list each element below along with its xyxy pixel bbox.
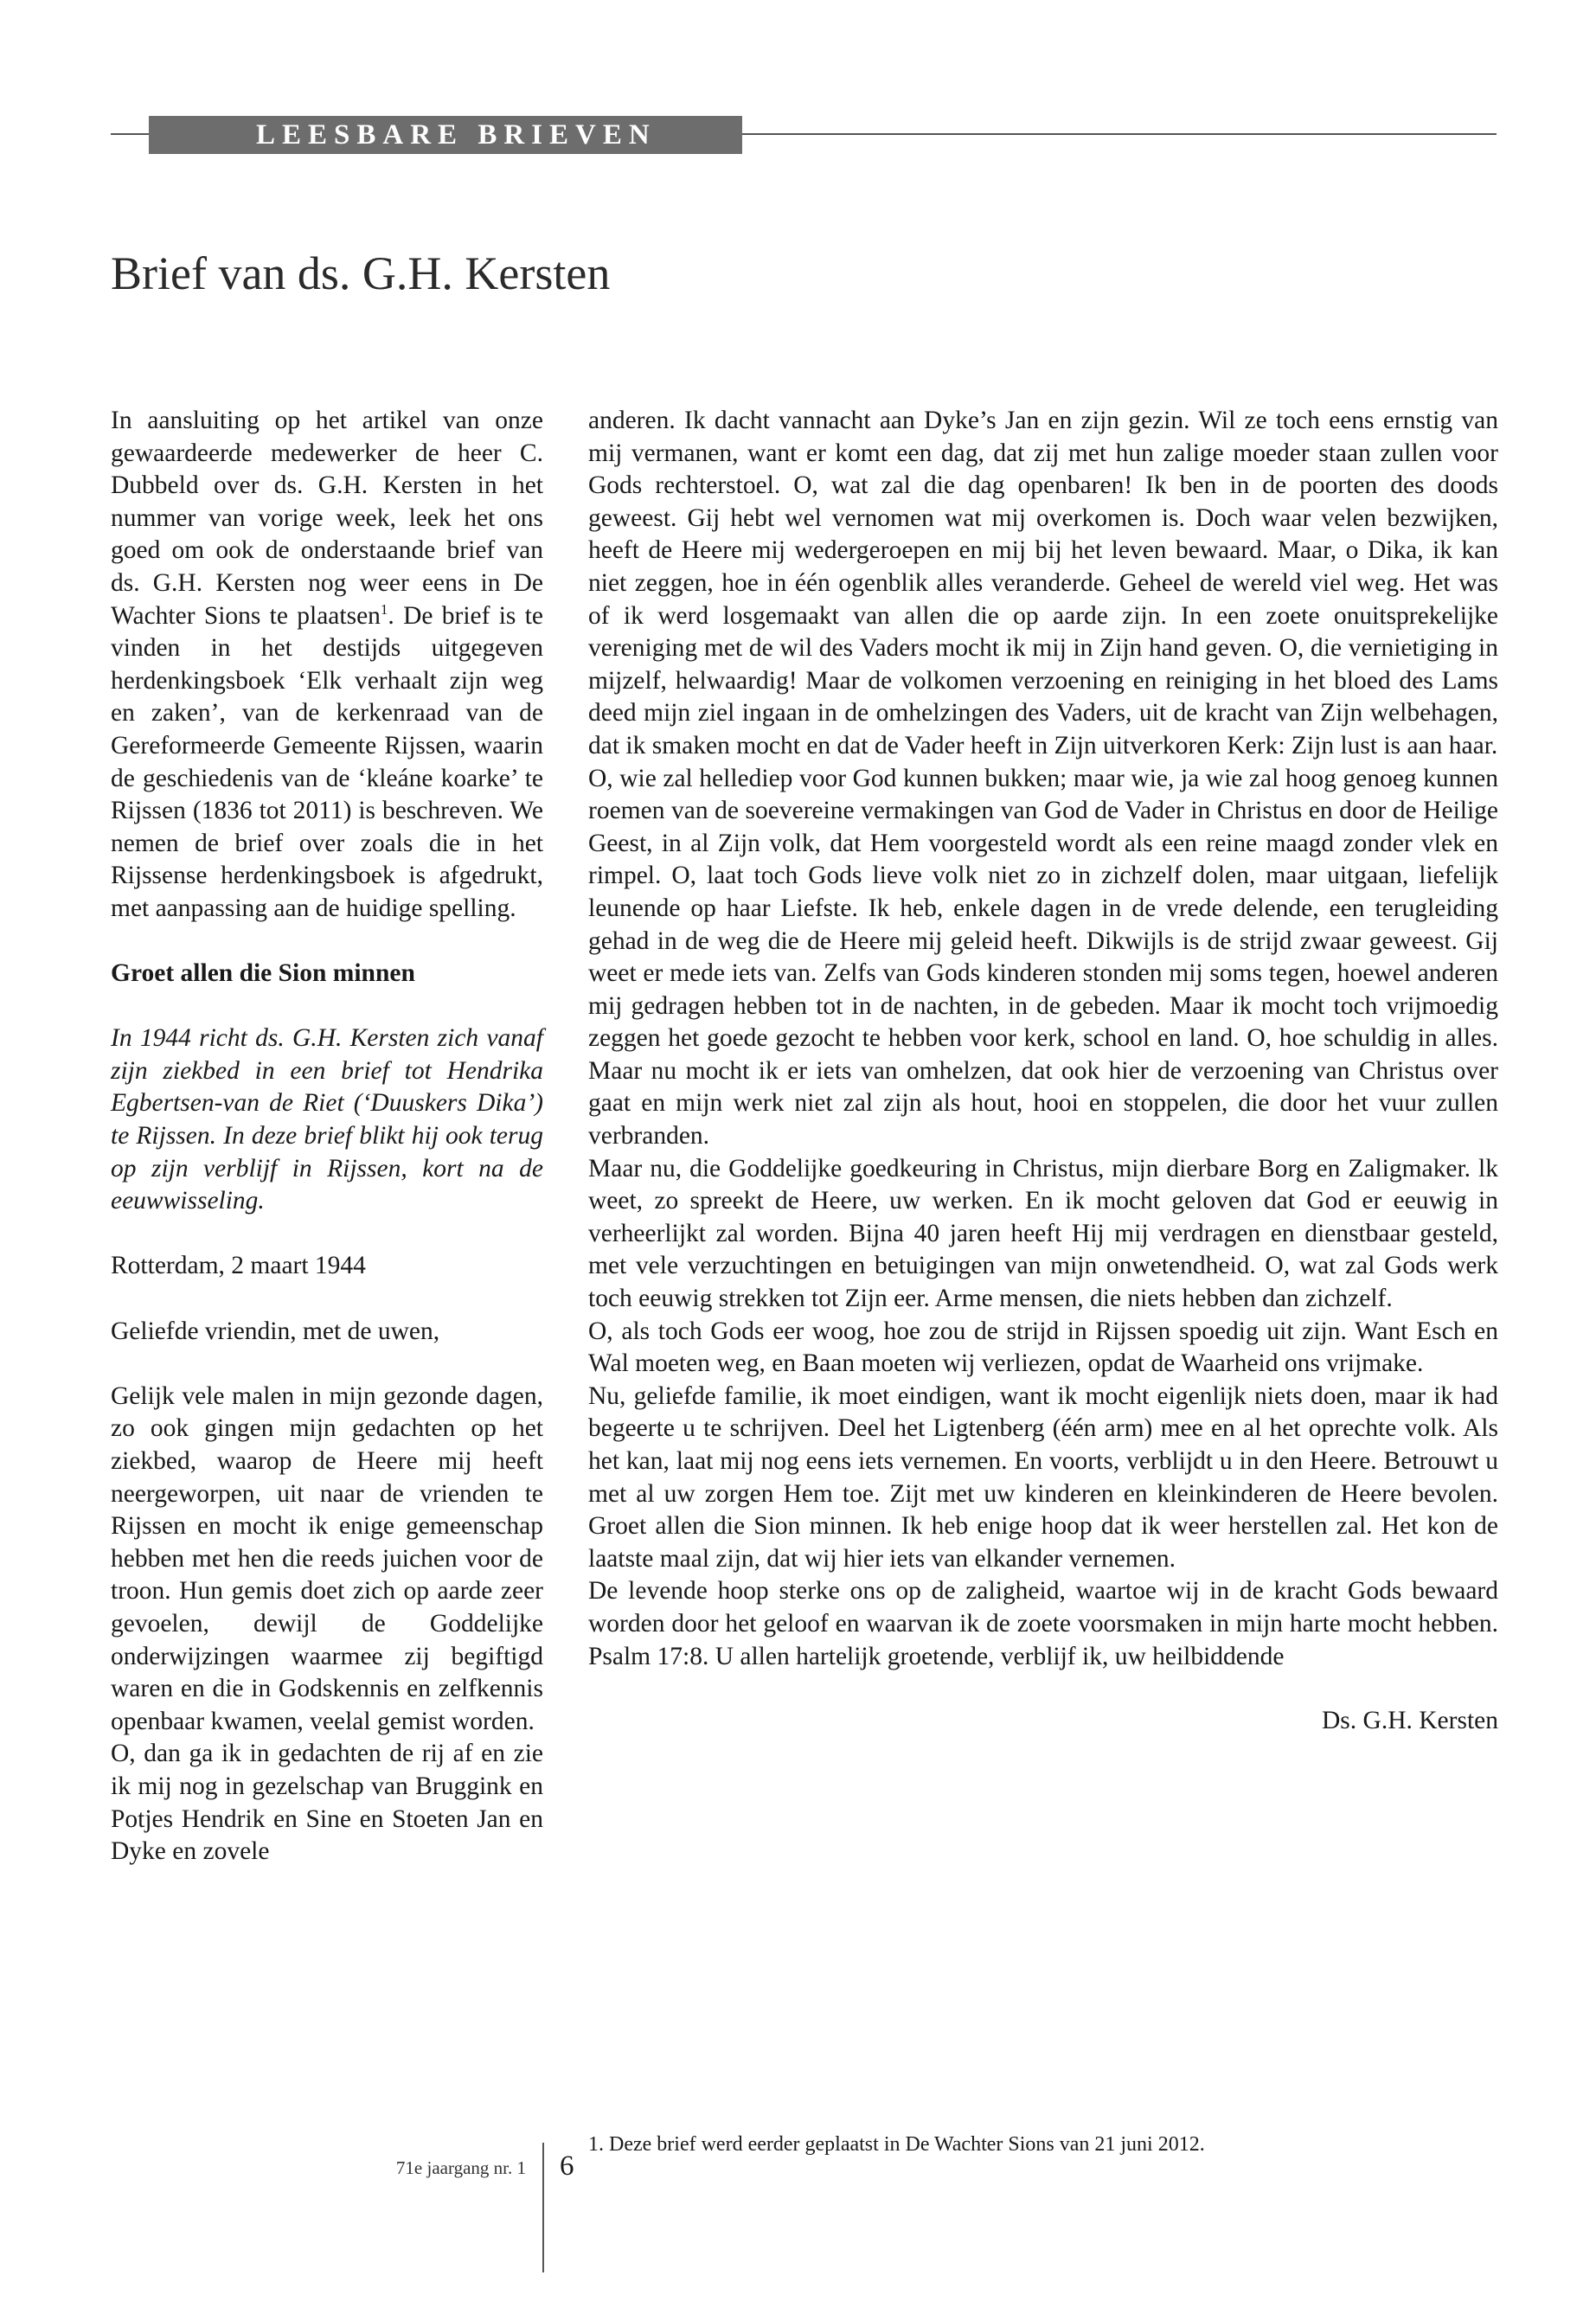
italic-intro: In 1944 richt ds. G.H. Kersten zich vanaf zijn ziekbed in een brief tot Hendrika Egbertsen-van de Riet (‘Duuskers Dika’) te Rijssen. In deze brief blikt hij ook terug op zijn verblijf in Rijssen, kort na de eeuwwisseling.: [111, 1024, 543, 1215]
section-banner: LEESBARE BRIEVEN: [149, 116, 742, 154]
letter-paragraph-7: De levende hoop sterke ons op de zaligheid, waartoe wij in de kracht Gods bewaard worden door het geloof en waarvan ik de zoete voorsmaken in mijn harte mocht hebben. Psalm 17:8. U allen hartelijk groetende, verblijf ik, uw heilbiddende: [588, 1577, 1498, 1670]
footnote-ref: 1: [380, 600, 388, 618]
signature: Ds. G.H. Kersten: [1321, 1707, 1498, 1735]
intro-paragraph: [111, 405, 543, 926]
letter-paragraph-1: Gelijk vele malen in mijn gezonde dagen, zo ook gingen mijn gedachten op het ziekbed, waarop de Heere mij heeft neergeworpen, uit naar de vrienden te Rijssen en mocht ik enige gemeenschap hebben met hen die reeds juichen voor de troon. Hun gemis doet zich op aarde zeer gevoelen, dewijl de Goddelijke onderwijzingen waarmee zij begiftigd waren en die in Godskennis en zelfkennis openbaar kwamen, veelal gemist worden.: [111, 1381, 543, 1735]
footer-issue: 71e jaargang nr. 1: [395, 2157, 526, 2178]
letter-paragraph-6: Nu, geliefde familie, ik moet eindigen, want ik mocht eigenlijk niets doen, maar ik had begeerte u te schrijven. Deel het Ligtenberg (één arm) mee en al het oprechte volk. Als het kan, laat mij nog eens iets vernemen. En voorts, verblijdt u in den Heere. Betrouwt u met al uw zorgen Hem toe. Zijt met uw kinderen en kleinkinderen de Heere bevolen. Groet allen die Sion minnen. Ik heb enige hoop dat ik weer herstellen zal. Het kon de laatste maal zijn, dat wij hier iets van elkander vernemen.: [588, 1381, 1498, 1573]
letter-paragraph-2-start: O, dan ga ik in gedachten de rij af en zie ik mij nog in gezelschap van Bruggink en Potjes Hendrik en Sine en Stoeten Jan en Dyke en zovele: [111, 1740, 543, 1866]
letter-paragraph-4: Maar nu, die Goddelijke goedkeuring in Christus, mijn dierbare Borg en Zaligmaker. lk weet, zo spreekt de Heere, uw werken. En ik mocht geloven dat God er eeuwig in verheerlijkt zal worden. Bijna 40 jaren heeft Hij mij verdragen en dienstbaar gesteld, met vele verzuchtingen en betuigingen van mijn onwetendheid. O, wat zal Gods werk toch eeuwig strekken tot Zijn eer. Arme mensen, die niets hebben dan zichzelf.: [588, 1154, 1498, 1313]
left-column: [111, 405, 543, 1868]
intro-text-cont: . De brief is te vinden in het destijds uitgegeven herdenkingsboek ‘Elk verhaalt zijn weg en zaken’, van de kerkenraad van de Gereformeerde Gemeente Rijssen, waarin de geschiedenis van de ‘kleáne koarke’ te Rijssen (1836 tot 2011) is beschreven. We nemen de brief over zoals die in het Rijssense herdenkingsboek is afgedrukt, met aanpassing aan de huidige spelling.: [111, 601, 543, 922]
letter-paragraph-5: O, als toch Gods eer woog, hoe zou de strijd in Rijssen spoedig uit zijn. Want Esch en Wal moeten weg, en Baan moeten wij verliezen, opdat de Waarheid ons vrijmake.: [588, 1317, 1498, 1378]
letter-paragraph-3: O, wie zal hellediep voor God kunnen bukken; maar wie, ja wie zal hoog genoeg kunnen roemen van de soevereine vermakingen van God de Vader in Christus en door de Heilige Geest, in al Zijn volk, dat Hem voorgesteld wordt als een reine maagd zonder vlek en rimpel. O, laat toch Gods lieve volk niet zo in zichzelf dolen, maar uitgaan, liefelijk leunende op haar Liefste. Ik heb, enkele dagen in de vrede delende, een terugleiding gehad in de weg die de Heere mij geleid heeft. Dikwijls is de strijd zwaar geweest. Gij weet er mede iets van. Zelfs van Gods kinderen stonden mij soms tegen, hoewel anderen mij gedragen hebben tot in de nachten, in de gebeden. Maar ik mocht toch vrijmoedig zeggen het goede gezocht te hebben voor kerk, school en land. O, hoe schuldig in alles. Maar nu mocht ik er iets van omhelzen, dat ook hier de verzoening van Christus over gaat en mijn werk niet zal zijn als hout, hooi en stoppelen, die door het vuur zullen verbranden.: [588, 764, 1498, 1150]
right-column: [588, 405, 1498, 1738]
footer-divider: [542, 2143, 544, 2272]
page-number: 6: [560, 2150, 574, 2182]
article-title: Brief van ds. G.H. Kersten: [111, 247, 611, 299]
letter-paragraph-2-cont: anderen. Ik dacht vannacht aan Dyke’s Jan en zijn gezin. Wil ze toch eens ernstig van mij vermanen, want er komt een dag, dat zij met hun zalige moeder staan zullen voor Gods rechterstoel. O, wat zal die dag openbaren! Ik ben in de poorten des doods geweest. Gij hebt wel vernomen wat mij overkomen is. Doch waar velen bezwijken, heeft de Heere mij wedergeroepen en mij bij het leven bewaard. Maar, o Dika, ik kan niet zeggen, hoe in één ogenblik alles veranderde. Geheel de wereld viel weg. Het was of ik werd losgemaakt van allen die op aarde zijn. In een zoete onuitsprekelijke vereniging met de wil des Vaders mocht ik mij in Zijn hand geven. O, die vernietiging in mijzelf, helwaardig! Maar de volkomen verzoening en reiniging in het bloed des Lams deed mijn ziel ingaan in de omhelzingen des Vaders, uit de kracht van Zijn welbehagen, dat ik smaken mocht en dat de Vader heeft in Zijn uitverkoren Kerk: Zijn lust is aan haar.: [588, 407, 1498, 760]
footnote: 1. Deze brief werd eerder geplaatst in De Wachter Sions van 21 juni 2012.: [588, 2133, 1205, 2156]
intro-text: In aansluiting op het artikel van onze gewaardeerde medewerker de heer C. Dubbeld over ds. G.H. Kersten in het nummer van vorige week, leek het ons goed om ook de onderstaande brief van ds. G.H. Kersten nog weer eens in De Wachter Sions te plaatsen: [111, 407, 543, 630]
salutation: Geliefde vriendin, met de uwen,: [111, 1317, 440, 1345]
letter-subheading: Groet allen die Sion minnen: [111, 959, 415, 988]
dateline: Rotterdam, 2 maart 1944: [111, 1252, 366, 1280]
